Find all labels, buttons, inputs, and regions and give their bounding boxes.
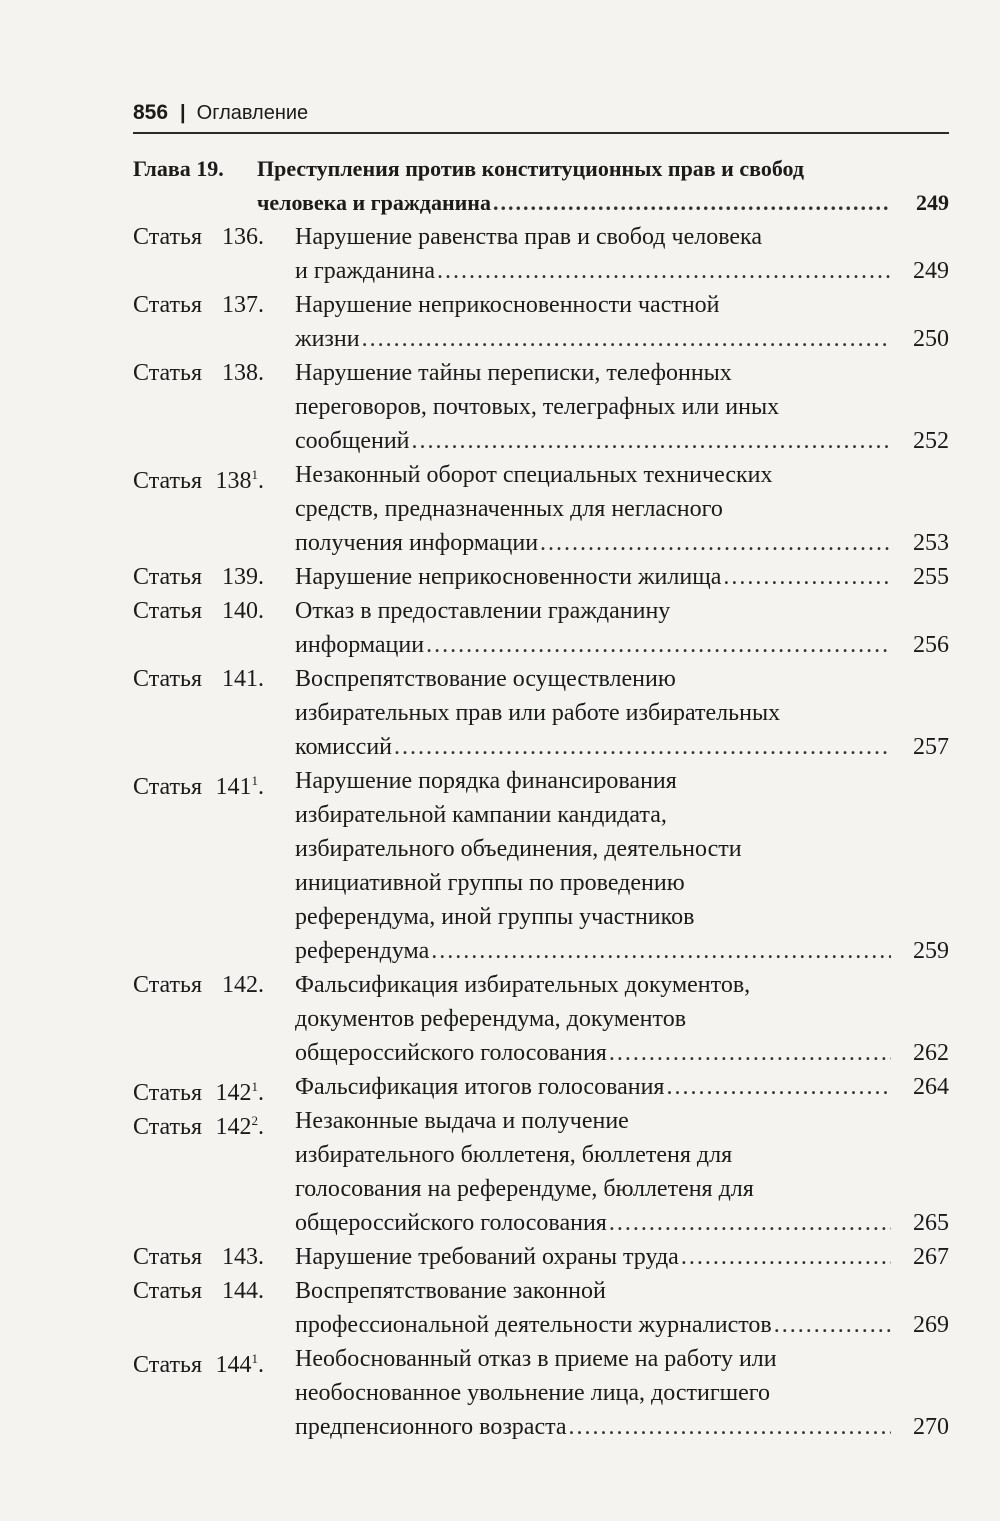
article-number-punct: .	[257, 360, 264, 386]
article-number-value: 138	[221, 360, 258, 386]
article-title-last-line	[295, 1410, 949, 1444]
article-number-value: 141	[221, 666, 258, 692]
article-title-line: Нарушение тайны переписки, телефонных	[295, 360, 732, 386]
article-title-last-line	[295, 934, 949, 968]
chapter-entry[interactable]	[133, 152, 949, 220]
article-page: 269	[913, 1312, 949, 1338]
article-number-value: 140	[221, 598, 258, 624]
chapter-title-line: Преступления против конституционных прав и свобод	[257, 156, 805, 181]
article-title	[295, 1104, 949, 1240]
article-page: 253	[913, 530, 949, 556]
article-title-line: переговоров, почтовых, телеграфных или иных	[295, 394, 780, 420]
toc-entry[interactable]	[133, 1070, 949, 1104]
article-title-line: и гражданина	[295, 258, 435, 284]
article-label	[133, 968, 295, 1002]
article-list	[133, 220, 949, 1444]
article-title-line: Необоснованный отказ в приеме на работу или	[295, 1346, 777, 1372]
article-title-line: средств, предназначенных для негласного	[295, 496, 723, 522]
article-title	[295, 662, 949, 764]
article-title-last-line	[295, 1036, 949, 1070]
leader-dots	[569, 1410, 891, 1444]
toc-entry[interactable]	[133, 1342, 949, 1444]
article-page: 265	[913, 1210, 949, 1236]
leader-dots	[426, 628, 891, 662]
article-page: 257	[913, 734, 949, 760]
article-page: 264	[913, 1074, 949, 1100]
article-title-last-line	[295, 254, 949, 288]
article-number-superscript: 1	[251, 773, 258, 788]
toc-entry[interactable]	[133, 1104, 949, 1240]
article-number-value: 143	[221, 1244, 258, 1270]
article-title-line: общероссийского голосования	[295, 1040, 607, 1066]
leader-dots	[362, 322, 891, 356]
leader-dots	[394, 730, 891, 764]
leader-dots	[540, 526, 891, 560]
article-number-punct: .	[257, 774, 264, 800]
article-title-line: жизни	[295, 326, 360, 352]
toc-entry[interactable]	[133, 288, 949, 356]
article-title-line: референдума, иной группы участников	[295, 904, 695, 930]
article-title	[295, 458, 949, 560]
article-title	[295, 594, 949, 662]
page-number: 856	[133, 101, 169, 124]
article-title-line: Нарушение неприкосновенности частной	[295, 292, 720, 318]
article-title-last-line	[295, 1308, 949, 1342]
article-number-punct: .	[257, 1244, 264, 1270]
article-word: Статья	[133, 1080, 202, 1106]
article-number	[202, 356, 264, 390]
leader-dots	[412, 424, 891, 458]
article-title	[295, 356, 949, 458]
article-number-superscript: 1	[251, 1351, 258, 1366]
article-number	[202, 1104, 264, 1144]
article-word: Статья	[133, 1352, 202, 1378]
article-title-line: получения информации	[295, 530, 539, 556]
article-title-line: Фальсификация избирательных документов,	[295, 972, 751, 998]
article-title-line: общероссийского голосования	[295, 1210, 607, 1236]
article-label	[133, 1104, 295, 1144]
article-number-value: 142	[215, 1114, 252, 1140]
article-number-punct: .	[257, 292, 264, 318]
article-number-value: 139	[221, 564, 258, 590]
leader-dots	[774, 1308, 891, 1342]
article-title-last-line	[295, 1240, 949, 1274]
running-head	[133, 101, 308, 125]
article-number	[202, 1240, 264, 1274]
article-label	[133, 764, 295, 804]
article-title-line: избирательного бюллетеня, бюллетеня для	[295, 1142, 733, 1168]
leader-dots	[437, 254, 891, 288]
article-number-punct: .	[257, 598, 264, 624]
article-number-punct: .	[257, 224, 264, 250]
article-title-line: Нарушение требований охраны труда	[295, 1244, 679, 1270]
table-of-contents	[133, 152, 949, 1444]
article-title	[295, 1342, 949, 1444]
article-title-line: Незаконные выдача и получение	[295, 1108, 629, 1134]
article-label	[133, 220, 295, 254]
article-title	[295, 968, 949, 1070]
leader-dots	[723, 560, 891, 594]
article-word: Статья	[133, 1278, 202, 1304]
article-word: Статья	[133, 468, 202, 494]
article-number-value: 144	[215, 1352, 252, 1378]
article-page: 267	[913, 1244, 949, 1270]
leader-dots	[666, 1070, 891, 1104]
header-rule	[133, 132, 949, 134]
article-number	[202, 560, 264, 594]
article-number-punct: .	[257, 666, 264, 692]
article-number-value: 144	[221, 1278, 258, 1304]
article-word: Статья	[133, 564, 202, 590]
article-word: Статья	[133, 1244, 202, 1270]
article-title-line: Воспрепятствование осуществлению	[295, 666, 676, 692]
article-title-line: Нарушение порядка финансирования	[295, 768, 677, 794]
article-page: 250	[913, 326, 949, 352]
article-number-value: 142	[221, 972, 258, 998]
toc-entry[interactable]	[133, 764, 949, 968]
article-title-line: Незаконный оборот специальных технических	[295, 462, 773, 488]
article-number	[202, 594, 264, 628]
article-label	[133, 288, 295, 322]
article-title-line: Нарушение неприкосновенности жилища	[295, 564, 722, 590]
toc-entry[interactable]	[133, 220, 949, 288]
article-title-line: голосования на референдуме, бюллетеня для	[295, 1176, 754, 1202]
leader-dots	[493, 186, 891, 220]
article-title-line: профессиональной деятельности журналистов	[295, 1312, 772, 1338]
article-title	[295, 1240, 949, 1274]
article-number-punct: .	[257, 564, 264, 590]
article-title-line: комиссий	[295, 734, 393, 760]
chapter-title	[257, 152, 949, 220]
article-title-last-line	[295, 1070, 949, 1104]
article-number-punct: .	[257, 1114, 264, 1140]
article-page: 249	[913, 258, 949, 284]
article-number-value: 142	[215, 1080, 252, 1106]
article-label	[133, 594, 295, 628]
article-title-line: Воспрепятствование законной	[295, 1278, 606, 1304]
article-page: 270	[913, 1414, 949, 1440]
header-separator: |	[180, 101, 186, 124]
article-word: Статья	[133, 224, 202, 250]
article-title	[295, 220, 949, 288]
article-title-last-line	[295, 1206, 949, 1240]
article-number	[202, 1342, 264, 1382]
article-number	[202, 220, 264, 254]
article-title-line: избирательного объединения, деятельности	[295, 836, 742, 862]
article-word: Статья	[133, 292, 202, 318]
toc-entry[interactable]	[133, 458, 949, 560]
leader-dots	[609, 1206, 891, 1240]
article-title	[295, 1070, 949, 1104]
article-label	[133, 1240, 295, 1274]
article-number-value: 136	[221, 224, 258, 250]
article-title-line: Нарушение равенства прав и свобод человека	[295, 224, 763, 250]
article-number	[202, 764, 264, 804]
article-number	[202, 288, 264, 322]
article-title	[295, 560, 949, 594]
article-title-line: документов референдума, документов	[295, 1006, 687, 1032]
article-title-last-line	[295, 322, 949, 356]
article-title-line: инициативной группы по проведению	[295, 870, 685, 896]
article-label	[133, 560, 295, 594]
article-number-superscript: 1	[251, 467, 258, 482]
article-label	[133, 458, 295, 498]
article-number-punct: .	[257, 1278, 264, 1304]
article-page: 262	[913, 1040, 949, 1066]
article-page: 255	[913, 564, 949, 590]
article-title-line: необоснованное увольнение лица, достигшего	[295, 1380, 771, 1406]
article-word: Статья	[133, 666, 202, 692]
article-title-line: референдума	[295, 938, 430, 964]
article-number-value: 141	[215, 774, 252, 800]
leader-dots	[431, 934, 891, 968]
article-word: Статья	[133, 598, 202, 624]
article-title-last-line	[295, 424, 949, 458]
article-title	[295, 1274, 949, 1342]
article-title-last-line	[295, 730, 949, 764]
article-title-line: избирательных прав или работе избирательных	[295, 700, 781, 726]
article-number-punct: .	[257, 1080, 264, 1106]
article-label	[133, 662, 295, 696]
article-word: Статья	[133, 774, 202, 800]
chapter-page: 249	[916, 190, 949, 215]
toc-entry[interactable]	[133, 1240, 949, 1274]
article-page: 256	[913, 632, 949, 658]
article-title	[295, 288, 949, 356]
article-title-line: избирательной кампании кандидата,	[295, 802, 667, 828]
leader-dots	[609, 1036, 891, 1070]
article-number-value: 137	[221, 292, 258, 318]
toc-entry[interactable]	[133, 560, 949, 594]
article-number-superscript: 2	[251, 1113, 258, 1128]
article-title-line: Отказ в предоставлении гражданину	[295, 598, 671, 624]
leader-dots	[681, 1240, 891, 1274]
chapter-title-line: человека и гражданина	[257, 190, 491, 215]
article-number	[202, 458, 264, 498]
article-number	[202, 662, 264, 696]
toc-entry[interactable]	[133, 594, 949, 662]
article-title-last-line	[295, 628, 949, 662]
article-label	[133, 1274, 295, 1308]
article-label	[133, 356, 295, 390]
article-page: 259	[913, 938, 949, 964]
article-title-line: Фальсификация итогов голосования	[295, 1074, 665, 1100]
toc-entry[interactable]	[133, 968, 949, 1070]
article-page: 252	[913, 428, 949, 454]
running-title: Оглавление	[196, 101, 309, 124]
article-number	[202, 1274, 264, 1308]
article-word: Статья	[133, 1114, 202, 1140]
article-number-punct: .	[257, 468, 264, 494]
article-title-last-line	[295, 526, 949, 560]
article-number-punct: .	[257, 972, 264, 998]
chapter-label: Глава 19.	[133, 156, 224, 181]
toc-entry[interactable]	[133, 356, 949, 458]
article-label	[133, 1342, 295, 1382]
article-word: Статья	[133, 360, 202, 386]
article-title-line: информации	[295, 632, 425, 658]
article-number-superscript: 1	[251, 1079, 258, 1094]
article-number-punct: .	[257, 1352, 264, 1378]
article-title-last-line	[295, 560, 949, 594]
article-title-line: предпенсионного возраста	[295, 1414, 567, 1440]
article-number-value: 138	[215, 468, 252, 494]
article-title	[295, 764, 949, 968]
toc-entry[interactable]	[133, 662, 949, 764]
article-word: Статья	[133, 972, 202, 998]
article-title-line: сообщений	[295, 428, 410, 454]
toc-entry[interactable]	[133, 1274, 949, 1342]
article-number	[202, 968, 264, 1002]
